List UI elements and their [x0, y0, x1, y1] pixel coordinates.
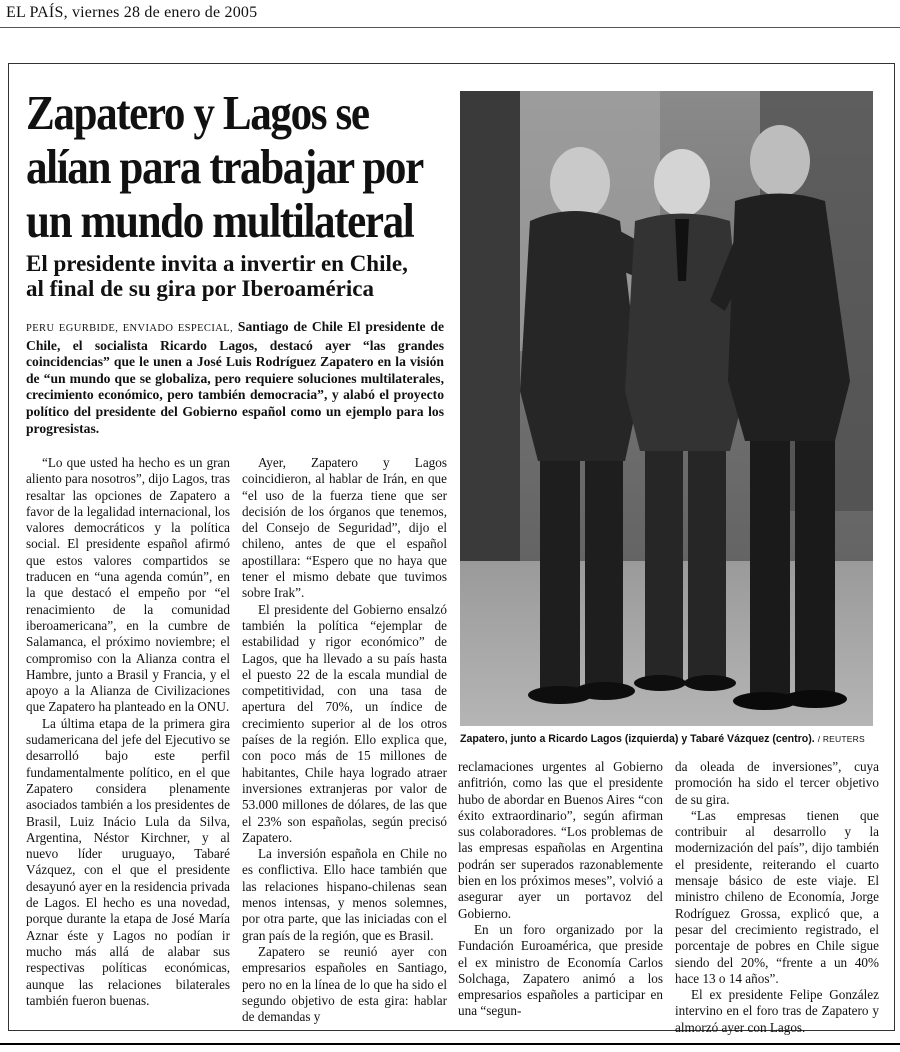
dateline-place: Santiago de Chile [237, 319, 343, 334]
body-paragraph: Ayer, Zapatero y Lagos coincidieron, al hablar de Irán, en que “el uso de la fuerza tiene que ser decisión de los órganos que tenemos, del Consejo de Seguridad”, dijo el chileno, antes de que el español apostillara: “Espero que no haya que tener el mismo debate que tuvimos sobre Irak”. [242, 455, 447, 601]
subhead-line: El presidente invita a invertir en Chile, [26, 251, 408, 276]
photo-credit: / REUTERS [817, 734, 865, 744]
caption-text: Zapatero, junto a Ricardo Lagos (izquierda) y Tabaré Vázquez (centro). [460, 733, 815, 745]
subhead-line: al final de su gira por Iberoamérica [26, 276, 374, 301]
lead-paragraph [26, 319, 444, 437]
lead-text: El presidente de Chile, el socialista Ricardo Lagos, destacó ayer “las grandes coincidencias” que le unen a José Luis Rodríguez Zapatero en la visión de “un mundo que se globaliza, pero requiere soluciones multilaterales, crecimiento económico, pero también democracia”, y alabó el proyecto político del presidente del Gobierno español como un ejemplo para los progresistas. [26, 319, 444, 436]
body-paragraph: da oleada de inversiones”, cuya promoción ha sido el tercer objetivo de su gira. [675, 759, 879, 807]
headline-line: Zapatero y Lagos se [26, 85, 369, 140]
body-column-4 [675, 759, 879, 1036]
top-rule [0, 27, 900, 28]
body-paragraph: La última etapa de la primera gira sudamericana del jefe del Ejecutivo se desarrolló bajo este perfil fundamentalmente político, en el que Zapatero considera plenamente asociados también a los presidentes de Brasil, Luiz Inácio Lula da Silva, Argentina, Néstor Kirchner, y al nuevo líder uruguayo, Tabaré Vázquez, con el que el presidente desayunó ayer en la residencia privada de Lagos. El hecho es una novedad, porque durante la etapa de José María Aznar éste y Lagos no podían ir mucho más allá de alabar sus respectivas políticas económicas, aunque las relaciones bilaterales también fueron buenas. [26, 715, 230, 1008]
body-paragraph: El ex presidente Felipe González intervino en el foro tras de Zapatero y almorzó ayer con Lagos. [675, 987, 879, 1035]
body-paragraph: “Las empresas tienen que contribuir al desarrollo y la modernización del país”, dijo también el presidente, reiterando el cuarto mensaje básico de este viaje. El ministro chileno de Economía, Jorge Rodríguez Grossa, explicó que, a pesar del crecimiento registrado, el porcentaje de pobres en Chile sigue siendo del 20%, “frente a un 40% hace 13 o 14 años”. [675, 807, 879, 986]
body-column-1 [26, 455, 230, 1009]
body-paragraph: En un foro organizado por la Fundación Euroamérica, que preside el ex ministro de Economía Carlos Solchaga, Zapatero animó a los empresarios españoles a participar en una “segun- [458, 921, 663, 1019]
headline-line: un mundo multilateral [26, 193, 414, 248]
news-photo [460, 91, 873, 726]
photo-illustration [460, 91, 873, 726]
headline [26, 85, 423, 248]
subheadline [26, 251, 456, 301]
byline: PERU EGURBIDE, ENVIADO ESPECIAL, [26, 323, 234, 334]
body-column-2 [242, 455, 447, 1025]
body-paragraph: El presidente del Gobierno ensalzó también la política “ejemplar de estabilidad y rigor económico” de Lagos, que ha llevado a su país hasta el puesto 22 de la escala mundial de competitividad, con una tasa de apertura del 70%, un índice de crecimiento superior al de los otros países de la región. Ello explica que, con poco más de 15 millones de habitantes, Chile haya logrado atraer inversiones extranjeras por valor de 53.000 millones de dólares, de las que el 23% son españolas, según precisó Zapatero. [242, 601, 447, 845]
photo-caption [460, 733, 880, 745]
headline-line: alían para trabajar por [26, 139, 423, 194]
dateline: EL PAÍS, viernes 28 de enero de 2005 [6, 4, 258, 21]
body-paragraph: reclamaciones urgentes al Gobierno anfitrión, como las que el presidente hubo de abordar en Buenos Aires “con éxito extraordinario”, según afirman sus colaboradores. “Los problemas de las empresas españolas en Argentina podrán ser superados razonablemente bien en los próximos meses”, volvió a asegurar ayer un portavoz del Gobierno. [458, 759, 663, 921]
body-paragraph: “Lo que usted ha hecho es un gran aliento para nosotros”, dijo Lagos, tras resaltar las opciones de Zapatero a favor de la legalidad internacional, los valores democráticos y la política social. El presidente español afirmó que estos valores compartidos se traducen en “una agenda común”, en la que destacó el empeño por “el renacimiento de la comunidad iberoamericana”, en la cumbre de Salamanca, el próximo noviembre; el compromiso con la Alianza contra el Hambre, junto a Brasil y Francia, y el apoyo a la Alianza de Civilizaciones que Zapatero ha planteado en la ONU. [26, 455, 230, 715]
bottom-rule [0, 1043, 900, 1045]
body-column-3 [458, 759, 663, 1020]
body-paragraph: La inversión española en Chile no es conflictiva. Ello hace también que las relaciones hispano-chilenas sean menos intensas, y menos solemnes, por otra parte, que las iniciadas con el gran país de la región, que es Brasil. [242, 846, 447, 943]
body-paragraph: Zapatero se reunió ayer con empresarios españoles en Santiago, pero no en la línea de lo que ha sido el segundo objetivo de esta gira: hablar de demandas y [242, 943, 447, 1025]
